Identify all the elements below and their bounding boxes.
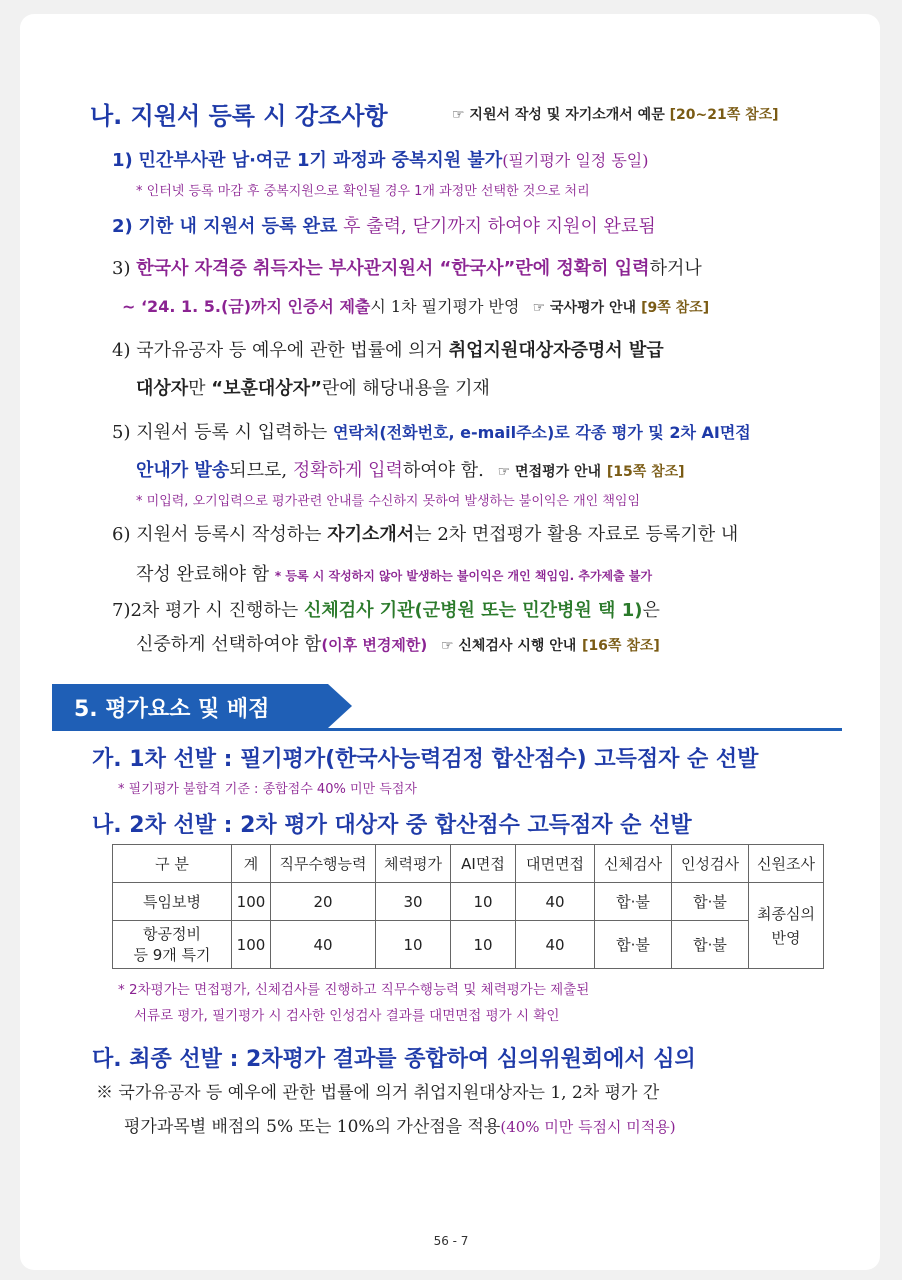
- header-cell: 대면면접: [516, 845, 595, 883]
- table-cell: 합·불: [595, 921, 672, 969]
- item-5-text1: 지원서 등록 시 입력하는: [136, 422, 333, 443]
- da-line-2: [124, 1112, 676, 1137]
- item-4-bold1: 취업지원대상자증명서 발급: [448, 340, 664, 361]
- table-cell: 20: [271, 883, 376, 921]
- table-header-row: [113, 845, 824, 883]
- header-cell: 인성검사: [672, 845, 749, 883]
- da-line-2-purple: (40% 미만 득점시 미적용): [500, 1118, 676, 1136]
- item-7-ref-bracket: [16쪽 참조]: [582, 638, 660, 654]
- item-3-rest: 하거나: [649, 258, 702, 279]
- item-4-text1: 국가유공자 등 예우에 관한 법률에 의거: [136, 340, 449, 361]
- item-1-bold: 민간부사관 남·여군 1기 과정과 중복지원 불가: [138, 150, 503, 171]
- header-cell: 신체검사: [595, 845, 672, 883]
- item-4-line2: [136, 374, 490, 400]
- na-title: 나. 2차 선발 : 2차 평가 대상자 중 합산점수 고득점자 순 선발: [92, 813, 692, 838]
- section-b-ref-bracket: [20~21쪽 참조]: [669, 107, 779, 123]
- item-3-num: 3): [112, 258, 131, 279]
- table-cell: 특임보병: [113, 883, 232, 921]
- item-7-line1: [112, 596, 660, 622]
- header-cell: 계: [232, 845, 271, 883]
- header-cell: 직무수행능력: [271, 845, 376, 883]
- item-5-line1: [112, 418, 751, 444]
- ga-note: * 필기평가 불합격 기준 : 종합점수 40% 미만 득점자: [118, 782, 417, 797]
- item-7-text1: 2차 평가 시 진행하는: [130, 600, 304, 621]
- item-4-num: 4): [112, 340, 131, 361]
- item-3-line2-bold: ~ ‘24. 1. 5.(금)까지 인증서 제출: [122, 297, 371, 316]
- na-note-1: * 2차평가는 면접평가, 신체검사를 진행하고 직무수행능력 및 체력평가는 제출된: [118, 982, 590, 998]
- table-row: [113, 921, 824, 969]
- banner-title: 5. 평가요소 및 배점: [74, 697, 270, 722]
- item-5-bold1: 연락처(전화번호, e-mail주소)로 각종 평가 및 2차 AI면접: [333, 423, 751, 442]
- item-6-line1: [112, 520, 738, 546]
- item-5-note: * 미입력, 오기입력으로 평가관련 안내를 수신하지 못하여 발생하는 불이익은 개인 책임임: [136, 494, 641, 509]
- item-7-text2: 은: [642, 600, 660, 621]
- item-6-note: * 등록 시 작성하지 않아 발생하는 불이익은 개인 책임임. 추가제출 불가: [274, 569, 653, 583]
- score-table: [112, 844, 824, 969]
- table-cell: 40: [271, 921, 376, 969]
- table-cell: 10: [376, 921, 451, 969]
- table-cell: 30: [376, 883, 451, 921]
- da-line-1: ※ 국가유공자 등 예우에 관한 법률에 의거 취업지원대상자는 1, 2차 평가 간: [96, 1083, 660, 1103]
- page-number: 56 - 7: [433, 1234, 469, 1248]
- item-6-text2: 는 2차 면접평가 활용 자료로 등록기한 내: [414, 524, 739, 545]
- item-2: [112, 212, 656, 238]
- table-cell: 항공정비 등 9개 특기: [113, 921, 232, 969]
- item-5-text2: 되므로,: [229, 460, 293, 481]
- header-cell: 신원조사: [749, 845, 824, 883]
- item-5-purple: 정확하게 입력: [292, 460, 403, 481]
- table-cell: 100: [232, 883, 271, 921]
- item-4-bold3: “보훈대상자”: [211, 378, 322, 399]
- item-7-text3: 신중하게 선택하여야 함: [136, 634, 322, 655]
- item-4-text3: 란에 해당내용을 기재: [321, 378, 490, 399]
- item-5-ref: ☞ 면접평가 안내: [497, 464, 602, 480]
- section-b-title: 나. 지원서 등록 시 강조사항: [90, 102, 388, 130]
- item-6-num: 6): [112, 524, 131, 545]
- item-5-line2: [136, 456, 685, 482]
- da-line-2-text: 평가과목별 배점의 5% 또는 10%의 가산점을 적용: [124, 1117, 501, 1137]
- item-3-bold: 한국사 자격증 취득자는 부사관지원서 “한국사”란에 정확히 입력: [136, 258, 650, 279]
- item-1-rest: (필기평가 일정 동일): [502, 151, 649, 170]
- item-1-note: * 인터넷 등록 마감 후 중복지원으로 확인될 경우 1개 과정만 선택한 것으로 처리: [136, 184, 590, 199]
- item-7-ref: ☞ 신체검사 시행 안내: [440, 638, 577, 654]
- item-2-num: 2): [112, 216, 133, 237]
- item-6-bold1: 자기소개서: [327, 524, 415, 545]
- table-cell: 10: [451, 883, 516, 921]
- table-cell: 합·불: [672, 883, 749, 921]
- ga-title: 가. 1차 선발 : 필기평가(한국사능력검정 합산점수) 고득점자 순 선발: [92, 747, 759, 772]
- table-cell: 합·불: [595, 883, 672, 921]
- section-5-banner: [52, 680, 842, 734]
- item-2-rest: 후 출력, 닫기까지 하여야 지원이 완료됨: [337, 216, 656, 237]
- section-b-ref-text: ☞ 지원서 작성 및 자기소개서 예문: [452, 107, 665, 123]
- item-3-ref-bracket: [9쪽 참조]: [641, 300, 710, 316]
- item-5-bold2: 안내가 발송: [136, 460, 230, 481]
- item-3: [112, 254, 702, 280]
- item-6-text3: 작성 완료해야 함: [136, 564, 270, 585]
- item-3-line2-rest: 시 1차 필기평가 반영: [370, 297, 520, 316]
- item-4-bold2: 대상자: [136, 378, 189, 399]
- section-b-ref: [452, 104, 779, 124]
- table-cell: 40: [516, 921, 595, 969]
- item-6-text1: 지원서 등록시 작성하는: [136, 524, 328, 545]
- item-4-text2: 만: [188, 378, 212, 399]
- na-note-2: 서류로 평가, 필기평가 시 검사한 인성검사 결과를 대면면접 평가 시 확인: [134, 1008, 560, 1024]
- merged-cell: 최종심의 반영: [749, 883, 824, 969]
- item-5-text3: 하여야 함.: [402, 460, 484, 481]
- table-row: [113, 883, 824, 921]
- header-cell: AI면접: [451, 845, 516, 883]
- item-3-line2: [122, 294, 709, 317]
- item-6-line2: [136, 560, 652, 586]
- item-3-ref: ☞ 국사평가 안내: [532, 300, 637, 316]
- item-2-bold: 기한 내 지원서 등록 완료: [138, 216, 338, 237]
- item-7-purple: (이후 변경제한): [321, 636, 428, 654]
- table-cell: 10: [451, 921, 516, 969]
- item-5-ref-bracket: [15쪽 참조]: [606, 464, 685, 480]
- item-4-line1: [112, 336, 664, 362]
- item-7-line2: [136, 630, 660, 656]
- table-cell: 합·불: [672, 921, 749, 969]
- header-cell: 구 분: [113, 845, 232, 883]
- item-1-num: 1): [112, 150, 133, 171]
- banner-rule: [52, 728, 842, 731]
- table-cell: 100: [232, 921, 271, 969]
- item-7-num: 7): [112, 600, 131, 621]
- item-7-bold1: 신체검사 기관(군병원 또는 민간병원 택 1): [303, 600, 643, 621]
- da-title: 다. 최종 선발 : 2차평가 결과를 종합하여 심의위원회에서 심의: [92, 1047, 696, 1072]
- header-cell: 체력평가: [376, 845, 451, 883]
- item-1: [112, 146, 649, 172]
- item-5-num: 5): [112, 422, 131, 443]
- table-cell: 40: [516, 883, 595, 921]
